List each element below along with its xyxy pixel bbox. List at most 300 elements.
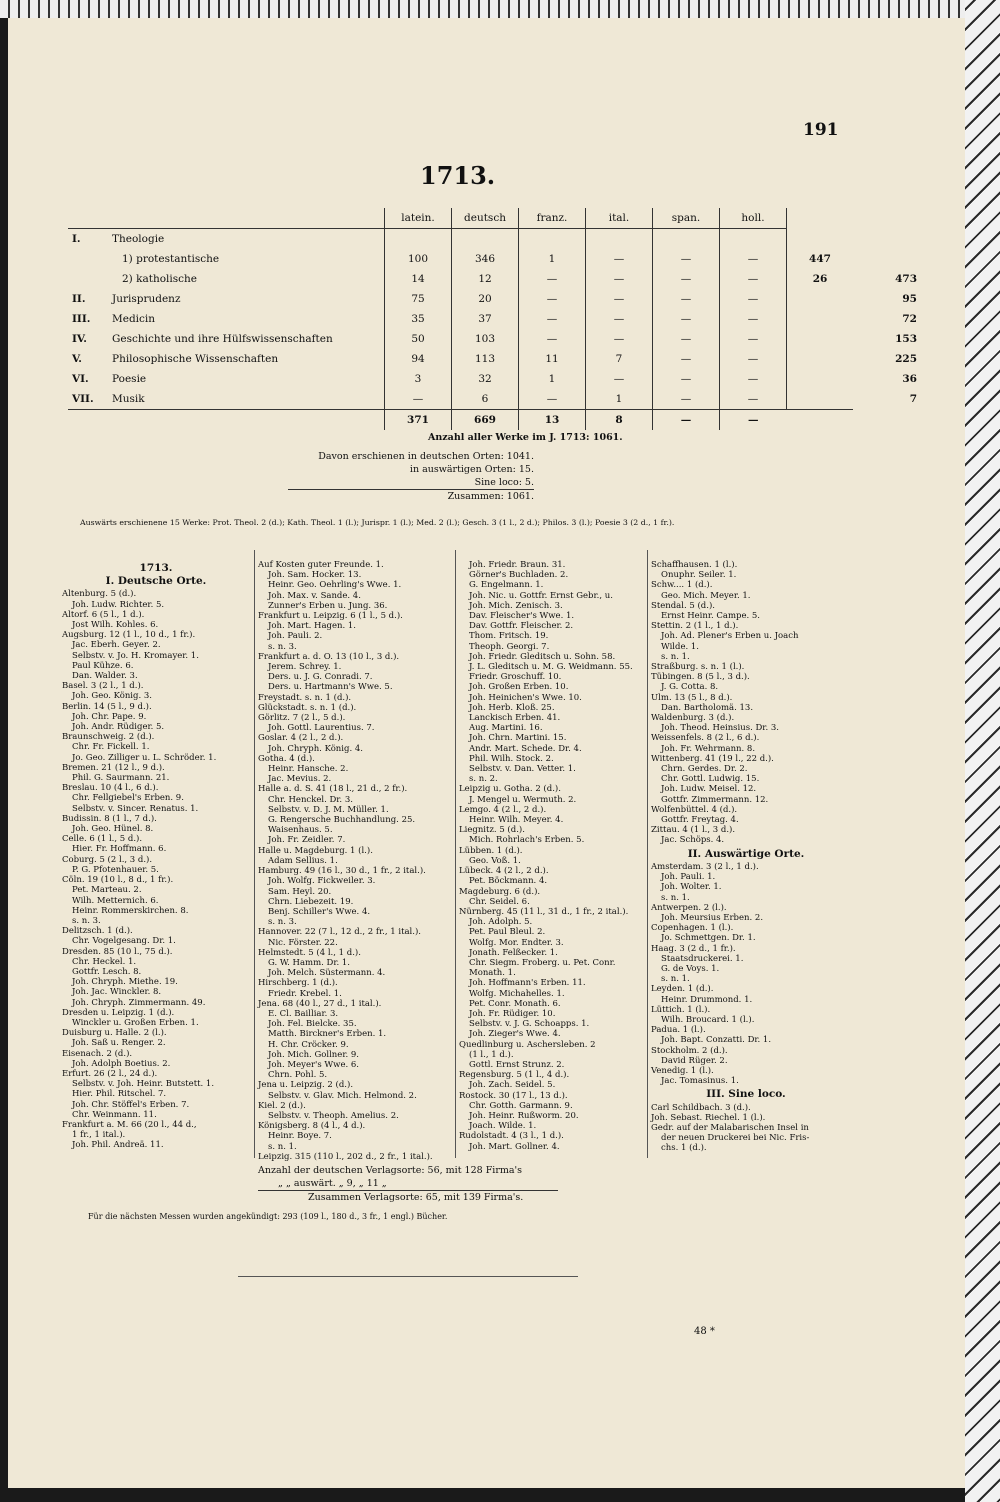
table-cell: Theologie [112,233,165,245]
entry-line: Joh. Hoffmann's Erben. 11. [469,978,586,989]
table-cell: 95 [902,293,917,305]
entry-line: Lüttich. 1 (l.). [651,1004,711,1015]
table-cell: 1) protestantische [122,253,220,265]
entry-line: Nürnberg. 45 (11 l., 31 d., 1 fr., 2 ital.). [459,906,629,917]
entry-line: Chr. Henckel. Dr. 3. [268,794,353,805]
entry-line: Joh. Sebast. Riechel. 1 (l.). [651,1112,766,1123]
entry-line: Wolfenbüttel. 4 (d.). [651,804,738,815]
table-cell: — [653,309,720,329]
section-heading: III. Sine loco. [706,1088,786,1101]
entry-line: Ders. u. J. G. Conradi. 7. [268,672,373,683]
table-cell [787,229,854,250]
table-cell [519,229,586,250]
entry-line: Selbstv. v. Sincer. Renatus. 1. [72,803,199,814]
entry-line: Pet. Paul Bleul. 2. [469,927,546,938]
table-cell: — [653,289,720,309]
entry-line: Joh. Meursius Erben. 2. [661,912,764,923]
entry-line: David Rüger. 2. [661,1055,728,1066]
entry-line: Gedr. auf der Malabarischen Insel in [651,1122,809,1133]
entry-line: Joh. Pauli. 1. [661,872,716,883]
table-row [68,329,921,349]
entry-line: Ders. u. Hartmann's Wwe. 5. [268,682,393,693]
entry-line: Jerem. Schrey. 1. [268,662,342,673]
totals-row [68,410,921,431]
table-cell: — [586,369,653,389]
table-cell: 225 [895,353,917,365]
entry-line: G. Rengersche Buchhandlung. 25. [268,815,416,826]
entry-line: H. Chr. Cröcker. 9. [268,1039,349,1050]
closing-rule [238,1276,578,1277]
table-cell: — [586,329,653,349]
table-cell: — [720,309,787,329]
entry-line: Chr. Seidel. 6. [469,896,530,907]
entry-line: Paul Kühze. 6. [72,660,134,671]
entry-line: Weissenfels. 8 (2 l., 6 d.). [651,733,760,744]
entry-line: Joh. Fr. Rüdiger. 10. [469,1008,556,1019]
entry-line: Selbstv. v. Jo. H. Kromayer. 1. [72,650,199,661]
entry-line: Joh. Phil. Andreä. 11. [72,1140,164,1151]
section-heading: 1713. [139,562,173,574]
entry-line: Leyden. 1 (d.). [651,984,714,995]
entry-line: Friedr. Groschuff. 10. [469,672,562,683]
entry-line: Regensburg. 5 (1 l., 4 d.). [459,1070,570,1081]
entry-line: Gottfr. Lesch. 8. [72,966,142,977]
entry-line: Selbstv. v. Glav. Mich. Helmond. 2. [268,1090,417,1101]
table-cell [720,229,787,250]
entry-line: Joh. Herb. Kloß. 25. [469,702,555,713]
table-cell: I. [72,233,81,245]
table-header-row [68,208,921,229]
entry-line: Joh. Chryph. Miethe. 19. [72,977,178,988]
entry-line: Ulm. 13 (5 l., 8 d.). [651,692,733,703]
entry-line: Leipzig. 315 (110 l., 202 d., 2 fr., 1 ital.). [258,1151,433,1162]
entry-line: Eisenach. 2 (d.). [62,1048,133,1059]
column-4 [651,560,841,1154]
entry-line: Joh. Wolter. 1. [661,882,722,893]
table-cell: Jurisprudenz [112,293,181,305]
entry-line: Frankfurt u. Leipzig. 6 (1 l., 5 d.). [258,611,403,622]
entry-line: Heinr. Wilh. Meyer. 4. [469,815,564,826]
entry-line: Joh. Fr. Zeidler. 7. [268,835,346,846]
entry-line: Heinr. Geo. Oehrling's Wwe. 1. [268,580,402,591]
entry-line: J. L. Gleditsch u. M. G. Weidmann. 55. [469,662,633,673]
table-cell: 7 [909,393,917,406]
table-cell: 50 [385,329,452,349]
entry-line: Joh. Adolph. 5. [469,917,533,928]
entry-line: Joh. Mich. Gollner. 9. [268,1049,359,1060]
entry-line: Joh. Mart. Gollner. 4. [469,1141,560,1152]
column-rule [254,550,255,1158]
table-cell: Philosophische Wissenschaften [112,353,279,365]
summary-works: Anzahl aller Werke im J. 1713: 1061. [428,432,623,443]
entry-line: G. W. Hamm. Dr. 1. [268,957,351,968]
entry-line: Heinr. Drummond. 1. [661,994,753,1005]
entry-line: Hirschberg. 1 (d.). [258,978,338,989]
entry-line: Königsberg. 8 (4 l., 4 d.). [258,1121,366,1132]
table-cell: — [586,309,653,329]
entry-line: Celle. 6 (1 l., 5 d.). [62,834,143,845]
entry-line: Wilde. 1. [661,641,700,652]
entry-line: Chr. Heckel. 1. [72,956,137,967]
column-rule [647,550,648,1158]
entry-line: Staatsdruckerei. 1. [661,953,744,964]
table-row [68,269,921,289]
places-line: Zusammen: 1061. [288,489,534,503]
total-cell: — [720,410,787,431]
entry-line: Stockholm. 2 (d.). [651,1045,728,1056]
column-3 [459,560,651,1152]
table-cell: 103 [452,329,519,349]
entry-line: Stettin. 2 (1 l., 1 d.). [651,621,739,632]
table-cell: VI. [72,373,89,385]
entry-line: E. Cl. Bailliar. 3. [268,1008,339,1019]
table-cell: — [519,329,586,349]
entry-line: Joh. Saß u. Renger. 2. [72,1038,166,1049]
entry-line: Monath. 1. [469,968,516,979]
entry-line: Geo. Voß. 1. [469,855,521,866]
entry-line: Halle a. d. S. 41 (18 l., 21 d., 2 fr.). [258,784,408,795]
entry-line: Chrn. Liebezeit. 19. [268,896,354,907]
entry-line: Stendal. 5 (d.). [651,600,715,611]
entry-line: Joh. Ludw. Richter. 5. [72,599,165,610]
entry-line: Joh. Fel. Bielcke. 35. [268,1019,357,1030]
table-cell: 7 [586,349,653,369]
entry-line: Zittau. 4 (1 l., 3 d.). [651,825,736,836]
entry-line: Altorf. 6 (5 l., 1 d.). [62,609,145,620]
entry-line: Joh. Adolph Boetius. 2. [72,1058,171,1069]
entry-line: Jena. 68 (40 l., 27 d., 1 ital.). [258,998,382,1009]
scan-top-strip [0,0,965,18]
places-line: in auswärtigen Orten: 15. [409,464,534,475]
statistics-table [68,208,921,430]
entry-line: Selbstv. v. D. J. M. Müller. 1. [268,804,389,815]
column-1 [62,560,250,1151]
entry-line: Joh. Chryph. Zimmermann. 49. [72,997,206,1008]
table-cell [853,229,921,250]
table-cell: 447 [787,249,854,269]
entry-line: Aug. Martini. 16. [469,723,543,734]
entry-line: Auf Kosten guter Freunde. 1. [258,560,384,570]
entry-line: Goslar. 4 (2 l., 2 d.). [258,733,344,744]
entry-line: Jo. Schmettgen. Dr. 1. [661,933,756,944]
entry-line: Wilh. Broucard. 1 (l.). [661,1014,755,1025]
entry-line: Joh. Jac. Winckler. 8. [72,987,162,998]
entry-line: Joh. Andr. Rüdiger. 5. [72,722,165,733]
entry-line: Pet. Marteau. 2. [72,885,142,896]
column-header: franz. [519,208,586,229]
entry-line: Magdeburg. 6 (d.). [459,886,541,897]
entry-line: Joh. Großen Erben. 10. [469,682,569,693]
entry-line: Erfurt. 26 (2 l., 24 d.). [62,1068,158,1079]
entry-line: Pet. Böckmann. 4. [469,876,548,887]
table-cell: 6 [452,389,519,410]
table-cell: Poesie [112,373,147,385]
total-cell: 8 [586,410,653,431]
entry-line: Matth. Birckner's Erben. 1. [268,1029,387,1040]
entry-line: Hannover. 22 (7 l., 12 d., 2 fr., 1 ital.). [258,927,421,938]
table-cell: Geschichte und ihre Hülfswissenschaften [112,333,333,345]
entry-line: Copenhagen. 1 (l.). [651,923,734,934]
table-cell: — [385,389,452,410]
entry-line: Glückstadt. s. n. 1 (d.). [258,702,357,713]
table-cell: 32 [452,369,519,389]
table-cell: 12 [452,269,519,289]
entry-line: Joach. Wilde. 1. [469,1121,537,1132]
table-cell: — [720,289,787,309]
entry-line: Joh. Pauli. 2. [268,631,323,642]
entry-line: Chr. Fr. Fickell. 1. [72,742,150,753]
entry-line: Geo. Mich. Meyer. 1. [661,590,751,601]
entry-line: Duisburg u. Halle. 2 (l.). [62,1028,167,1039]
entry-line: Jac. Eberh. Geyer. 2. [72,640,161,651]
places-summary [288,450,534,503]
table-cell: 14 [385,269,452,289]
entry-line: Wittenberg. 41 (19 l., 22 d.). [651,753,774,764]
entry-line: Liegnitz. 5 (d.). [459,825,525,836]
entry-line: Görner's Buchladen. 2. [469,570,569,581]
section-heading: II. Auswärtige Orte. [687,847,805,860]
table-cell: Medicin [112,313,156,325]
entry-line: Padua. 1 (l.). [651,1025,706,1036]
table-cell: 473 [895,273,917,285]
entry-line: Joh. Max. v. Sande. 4. [268,590,361,601]
table-cell: — [653,389,720,410]
table-cell [787,329,854,349]
entry-line: s. n. 3. [72,915,101,926]
entry-line: 1 fr., 1 ital.). [72,1130,126,1141]
column-header: ital. [586,208,653,229]
table-cell: 20 [452,289,519,309]
entry-line: Joh. Gottl. Laurentius. 7. [268,723,375,734]
entry-line: Joh. Ludw. Meisel. 12. [661,784,757,795]
table-cell [385,229,452,250]
verlag-line: Anzahl der deutschen Verlagsorte: 56, mit 128 Firma's [258,1165,523,1176]
entry-line: Jac. Mevius. 2. [268,774,332,785]
total-cell: 13 [519,410,586,431]
entry-line: Joh. Mart. Hagen. 1. [268,621,356,632]
entry-line: Phil. G. Saurmann. 21. [72,773,170,784]
table-cell: 113 [452,349,519,369]
section-heading: I. Deutsche Orte. [105,575,207,588]
entry-line: Jost Wilh. Kohles. 6. [72,620,159,631]
entry-line: chs. 1 (d.). [661,1143,707,1154]
table-row [68,289,921,309]
entry-line: Joh. Chrn. Martini. 15. [469,733,567,744]
entry-line: s. n. 1. [661,974,690,985]
table-cell [452,229,519,250]
verlag-line: Zusammen Verlagsorte: 65, mit 139 Firma's. [258,1190,558,1204]
table-cell: 1 [519,369,586,389]
entry-line: Andr. Mart. Schede. Dr. 4. [469,743,582,754]
entry-line: Hier. Fr. Hoffmann. 6. [72,844,167,855]
entry-line: G. de Voys. 1. [661,963,720,974]
entry-line: s. n. 1. [661,892,690,903]
table-row [68,389,921,410]
verlag-summary [258,1164,558,1204]
table-cell: 153 [895,333,917,345]
entry-line: Budissin. 8 (1 l., 7 d.). [62,813,157,824]
entry-line: Tübingen. 8 (5 l., 3 d.). [651,672,750,683]
table-cell: 36 [902,373,917,385]
entry-line: Coburg. 5 (2 l., 3 d.). [62,854,153,865]
entry-line: Friedr. Krebel. 1. [268,988,342,999]
verlag-line: „ „ auswärt. „ 9, „ 11 „ [278,1178,387,1189]
entry-line: Mich. Rohrlach's Erben. 5. [469,835,585,846]
entry-line: P. G. Pfotenhauer. 5. [72,864,159,875]
entry-line: Selbstv. v. Joh. Heinr. Butstett. 1. [72,1079,215,1090]
entry-line: Amsterdam. 3 (2 l., 1 d.). [651,861,759,872]
table-cell [787,389,854,410]
entry-line: Basel. 3 (2 l., 1 d.). [62,681,144,692]
entry-line: Joh. Chryph. König. 4. [268,743,363,754]
entry-line: Lübeck. 4 (2 l., 2 d.). [459,866,549,877]
entry-line: Jac. Tomasinus. 1. [661,1076,739,1087]
table-row [68,229,921,250]
entry-line: Berlin. 14 (5 l., 9 d.). [62,701,152,712]
entry-line: Chr. Gottl. Ludwig. 15. [661,774,760,785]
entry-line: s. n. 3. [268,641,297,652]
table-cell: 94 [385,349,452,369]
table-cell [787,349,854,369]
table-cell: 37 [452,309,519,329]
table-cell: 3 [385,369,452,389]
column-header: span. [653,208,720,229]
entry-line: Phil. Wilh. Stock. 2. [469,753,554,764]
column-rule [455,550,456,1158]
table-cell: 11 [519,349,586,369]
entry-line: Dresden u. Leipzig. 1 (d.). [62,1007,175,1018]
entry-line: Joh. Zach. Seidel. 5. [469,1080,556,1091]
entry-line: Antwerpen. 2 (l.). [651,902,727,913]
entry-line: Bremen. 21 (12 l., 9 d.). [62,762,165,773]
entry-line: Ernst Heinr. Campe. 5. [661,611,761,622]
entry-line: Joh. Theod. Heinsius. Dr. 3. [661,723,779,734]
entry-line: Lübben. 1 (d.). [459,845,523,856]
table-cell: IV. [72,333,87,345]
column-header: deutsch [452,208,519,229]
entry-line: Dresden. 85 (10 l., 75 d.). [62,946,173,957]
entry-line: Halle u. Magdeburg. 1 (l.). [258,845,373,856]
entry-line: Heinr. Hansche. 2. [268,764,349,775]
table-row [68,249,921,269]
entry-line: Gottfr. Freytag. 4. [661,815,739,826]
table-cell: — [586,249,653,269]
entry-line: Heinr. Boye. 7. [268,1131,332,1142]
entry-line: Nic. Förster. 22. [268,937,338,948]
entry-line: Hamburg. 49 (16 l., 30 d., 1 fr., 2 ital.). [258,866,426,877]
entry-line: Joh. Zieger's Wwe. 4. [469,1029,561,1040]
entry-line: Joh. Melch. Süstermann. 4. [268,968,386,979]
entry-line: Chr. Weinmann. 11. [72,1109,157,1120]
entry-line: Augsburg. 12 (1 l., 10 d., 1 fr.). [62,630,196,641]
places-line: Sine loco: 5. [474,477,534,488]
table-cell: 35 [385,309,452,329]
table-cell [68,249,108,269]
entry-line: Thom. Fritsch. 19. [469,631,549,642]
entry-line: (1 l., 1 d.). [469,1049,514,1060]
entry-line: Jonath. Felßecker. 1. [469,947,558,958]
entry-line: Joh. Bapt. Conzatti. Dr. 1. [661,1035,772,1046]
entry-line: Chrn. Pohl. 5. [268,1070,328,1081]
entry-line: Chr. Fellgiebel's Erben. 9. [72,793,184,804]
table-cell: — [720,329,787,349]
entry-line: Jo. Geo. Zilliger u. L. Schröder. 1. [72,752,217,763]
entry-line: s. n. 1. [661,651,690,662]
table-cell [653,229,720,250]
table-cell: VII. [72,393,94,405]
entry-line: Benj. Schiller's Wwe. 4. [268,906,371,917]
entry-line: s. n. 3. [268,917,297,928]
entry-line: Gottfr. Zimmermann. 12. [661,794,769,805]
table-cell: 100 [385,249,452,269]
entry-line: Frankfurt a. d. O. 13 (10 l., 3 d.). [258,651,400,662]
column-header: holl. [720,208,787,229]
table-cell: — [653,349,720,369]
entry-line: Gotha. 4 (d.). [258,753,315,764]
table-cell: — [519,269,586,289]
table-cell: — [720,349,787,369]
entry-line: Delitzsch. 1 (d.). [62,926,133,937]
spacer-header [853,208,921,229]
book-page [8,18,965,1488]
entry-line: Selbstv. v. Theoph. Amelius. 2. [268,1110,399,1121]
year-heading: 1713. [420,161,496,190]
entry-line: Theoph. Georgi. 7. [469,641,550,652]
entry-line: Chr. Siegm. Froberg. u. Pet. Conr. [469,957,616,968]
entry-line: der neuen Druckerei bei Nic. Fris- [661,1133,810,1144]
foreign-note: Auswärts erschienene 15 Werke: Prot. Theol. 2 (d.); Kath. Theol. 1 (l.); Jurispr. 1 (l.); Med. 2 (l.); Gesch. 3 (1 l., 2 d.); Philos. 3 (l.); Poesie 3 (2 d., 1 fr.). [80,518,675,527]
table-cell: 72 [902,313,917,325]
places-line: Davon erschienen in deutschen Orten: 1041. [318,451,534,462]
entry-line: Cöln. 19 (10 l., 8 d., 1 fr.). [62,875,174,886]
entry-line: Altenburg. 5 (d.). [62,589,137,600]
entry-line: Rudolstadt. 4 (3 l., 1 d.). [459,1131,564,1142]
entry-line: Heinr. Rommerskirchen. 8. [72,905,189,916]
entry-line: Lemgo. 4 (2 l., 2 d.). [459,804,547,815]
entry-line: Joh. Geo. König. 3. [72,691,152,702]
table-cell: II. [72,293,86,305]
entry-line: Hier. Phil. Ritschel. 7. [72,1089,167,1100]
table-cell: — [720,249,787,269]
total-cell: 371 [385,410,452,431]
signature-mark: 48 * [694,1326,715,1337]
entry-line: J. G. Cotta. 8. [661,682,719,693]
entry-line: Joh. Chr. Stöffel's Erben. 7. [72,1099,190,1110]
table-cell [787,309,854,329]
entry-line: Pet. Conr. Monath. 6. [469,998,561,1009]
entry-line: Joh. Friedr. Braun. 31. [469,560,566,570]
table-cell [787,369,854,389]
table-cell: — [653,329,720,349]
table-cell: 75 [385,289,452,309]
entry-line: Dan. Bartholomä. 13. [661,702,754,713]
table-row [68,309,921,329]
entry-line: Selbstv. v. J. G. Schoapps. 1. [469,1019,590,1030]
table-cell: — [519,389,586,410]
entry-line: Wilh. Metternich. 6. [72,895,159,906]
table-cell: — [653,269,720,289]
entry-line: G. Engelmann. 1. [469,580,544,591]
table-cell: III. [72,313,91,325]
entry-line: Waisenhaus. 5. [268,825,333,836]
table-row [68,369,921,389]
spacer-header [787,208,854,229]
entry-line: Helmstedt. 5 (4 l., 1 d.). [258,947,361,958]
table-cell [787,289,854,309]
entry-line: Braunschweig. 2 (d.). [62,732,155,743]
entry-line: Quedlinburg u. Aschersleben. 2 [459,1039,596,1050]
entry-line: Schw.... 1 (d.). [651,580,713,591]
